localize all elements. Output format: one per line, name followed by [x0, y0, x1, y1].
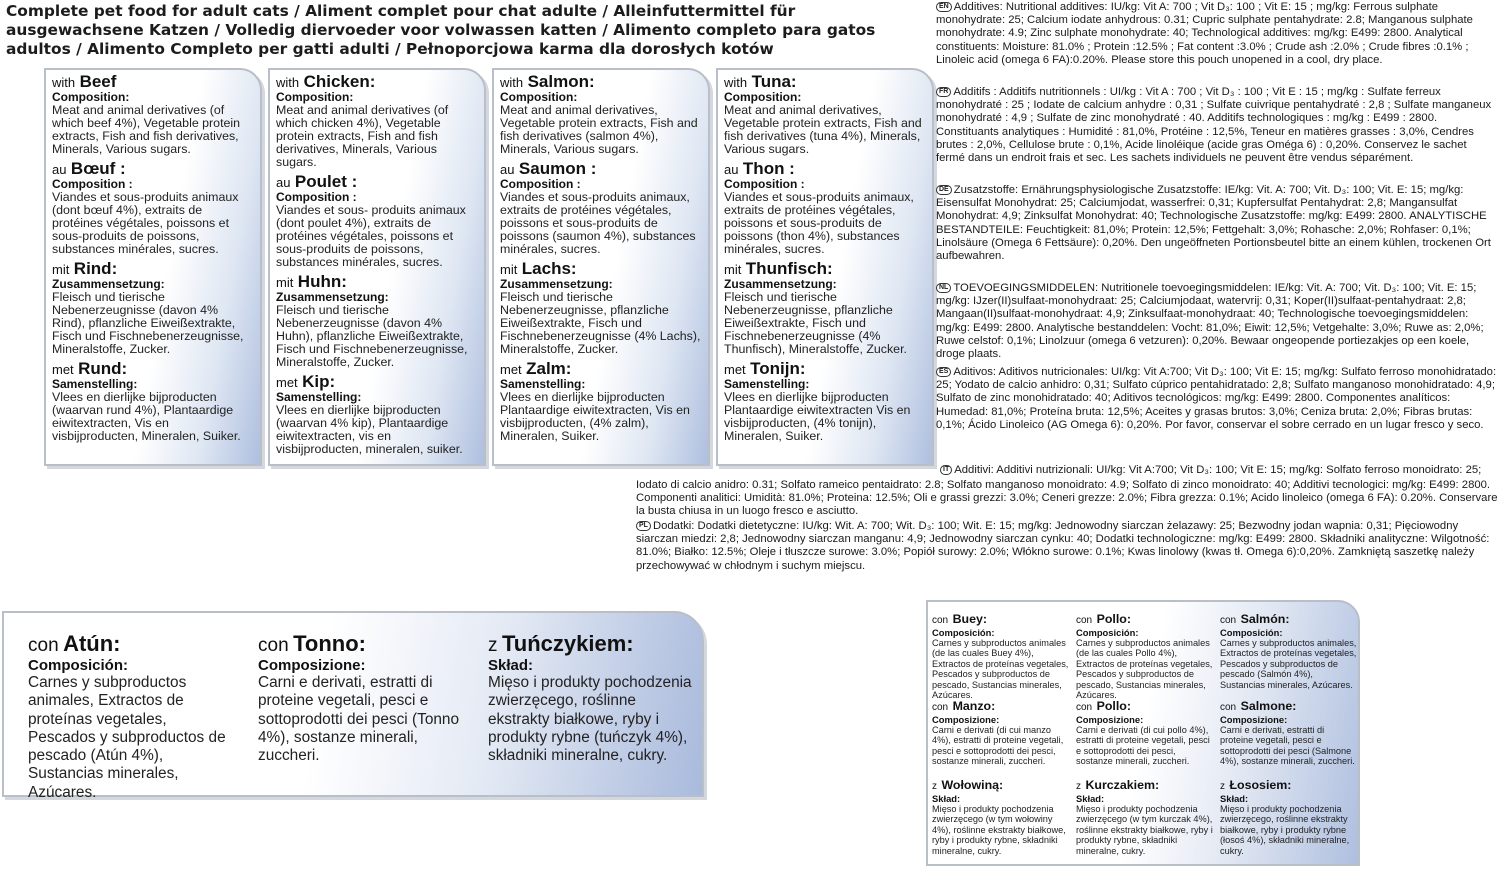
language-flag-icon: ES — [936, 367, 951, 377]
additives-en: EN Additives: Nutritional additives: IU/kg: Vit A: 700 ; Vit D₃: 100 ; Vit E: 15 ; mg/kg: Ferrous sulphate monohydrate: 25; Calcium iodate anhydrous: 0.31; Cupric sulphate pentahydrate: 2.8; Manganous sulphate monohydrate: 4.9; Zinc sulphate monohydrate: 40; Technological additives: mg/kg: E499: 2800. Analytical constituents: Moisture: 81.0% ; Protein :12.5% ; Fat content :3.0% ; Crude ash :2.0% ; Crude fibres :0.1% ; Linoleic acid (omega 6 FA):0.20%. Please store this pouch unopened in a cool, dry place. — [936, 1, 1473, 66]
column-chicken: con Pollo: Composición: Carnes y subproductos animales (de las cuales Pollo 4%), Extractos de proteínas vegetales, Pescados y subproductos de pescado, Sustancias minerales, Azúcares. con Pollo: Composizione: Carni e derivati (di cui pollo 4%), estratti di proteine vegetali, pesci e sottoprodotti dei pesci, sostanze minerali, zuccheri. z Kurczakiem: Skład: Mięso i produkty pochodzenia zwierzęcego (w tym kurczak 4%), roślinne ekstrakty białkowe, ryby i produkty rybne, składniki mineralne, cukry. — [1076, 612, 1213, 856]
section-pl: z Tuńczykiem: Skład: Mięso i produkty pochodzenia zwierzęcego, roślinne ekstrakty białkowe, ryby i produkty rybne (tuńczyk 4%), składniki mineralne, cukry. — [488, 631, 692, 765]
flavour-name: Tuńczykiem: — [501, 631, 634, 656]
section-es: con Atún: Composición: Carnes y subproductos animales, Extractos de proteínas vegetales, Pescados y subproductos de pescado (Atún 4%), Sustancias minerales, Azúcares. — [28, 631, 226, 801]
flavour-card-salmon — [492, 68, 710, 466]
tuna-card-es-it-pl — [2, 611, 704, 801]
flavour-name: Chicken: — [303, 72, 376, 91]
section-de: mit Thunfisch: Zusammensetzung: Fleisch und tierische Nebenerzeugnisse, pflanzliche Eiweißextrakte, Fisch und Fischnebenerzeugnisse (4% Thunfisch), Mineralstoffe, Zucker. — [724, 259, 907, 356]
flavour-name: Salmon: — [527, 72, 595, 91]
section-de: mit Huhn: Zusammensetzung: Fleisch und tierische Nebenerzeugnisse (davon 4% Huhn), pflanzliche Eiweißextrakte, Fisch und Fischnebenerzeugnisse, Mineralstoffe, Zucker. — [276, 272, 468, 369]
flavour-name: Saumon : — [518, 159, 597, 178]
flavour-name: Lachs: — [521, 259, 577, 278]
flavour-name: Rind: — [73, 259, 118, 278]
section-fr: au Thon : Composition : Viandes et sous-produits animaux, extraits de protéines végétales, poissons et sous-produits de poissons (thon 4%), substances minérales, sucres. — [724, 159, 914, 256]
flavour-card-beef — [44, 68, 262, 466]
additives-nl: NL TOEVOEGINGSMIDDELEN: Nutritionele toevoegingsmiddelen: IE/kg: Vit. A: 700; Vit. D₃: 100; Vit. E: 15; mg/kg: IJzer(II)sulfaat-monohydraat: 25; Calciumjodaat, watervrij: 0,31; Koper(II)sulfaat-pentahydraat: 2,8; Mangaan(II)sulfaat-monohydraat: 4,9; Zinksulfaat-monohydraat: 40; Technologische toevoegingsmiddelen: mg/kg: E499: 2800. Analytische bestanddelen: Vocht: 81,0%; Eiwit: 12,5%; Vetgehalte: 3,0%; Ruwe as: 2,0%; Ruwe celstof: 0,1%; Linolzuur (omega 6 vetzuren): 0,20%. Bewaar ongeopende portiezakjes op een koele, droge plaats. — [936, 282, 1484, 361]
flavour-name: Tonijn: — [750, 359, 806, 378]
language-flag-icon: DE — [936, 185, 952, 195]
section-en: with Beef Composition: Meat and animal derivatives (of which beef 4%), Vegetable protein extracts, Fish and fish derivatives, Minerals, Various sugars. — [52, 72, 241, 156]
flavour-name: Thunfisch: — [745, 259, 833, 278]
section-fr: au Bœuf : Composition : Viandes et sous-produits animaux (dont bœuf 4%), extraits de protéines végétales, poissons et sous-produits de poissons, substances minérales, sucres. — [52, 159, 239, 256]
flavour-name: Kip: — [302, 372, 336, 391]
flavour-name: Buey: — [952, 612, 988, 626]
section-it: con Tonno: Composizione: Carni e derivati, estratti di proteine vegetali, pesci e sottoprodotti dei pesci (Tonno 4%), sostanze minerali, zuccheri. — [258, 631, 460, 765]
flavour-name: Wołowiną: — [941, 778, 1004, 792]
flavour-card-tuna — [716, 68, 934, 466]
flavour-name: Atún: — [63, 631, 121, 656]
section-de: mit Rind: Zusammensetzung: Fleisch und tierische Nebenerzeugnisse (davon 4% Rind), pflanzliche Eiweißextrakte, Fisch und Fischnebenerzeugnisse, Mineralstoffe, Zucker. — [52, 259, 244, 356]
flavour-name: Thon : — [742, 159, 795, 178]
additives-de: DE Zusatzstoffe: Ernährungsphysiologische Zusatzstoffe: IE/kg: Vit. A: 700; Vit. D₃: 100; Vit. E: 15; mg/kg: Eisensulfat Monohydrat: 25; Calciumjodat, wasserfrei: 0,31; Kupfersulfat Pentahydrat: 2,8; Mangansulfat Monohydrat: 4,9; Zinksulfat Monohydrat: 40; Technologische Zusatzstoffe: mg/kg: E499: 2800. ANALYTISCHE BESTANDTEILE: Feuchtigkeit: 81,0%; Protein: 12,5%; Fettgehalt: 3,0%; Rohasche: 2,0%; Rohfaser: 0,1%; Linolsäure (Omega 6 Fettsäure): 0,20%. Den ungeöffneten Portionsbeutel bitte an einem kühlen, trockenen Ort aufbewahren. — [936, 184, 1491, 263]
section-fr: au Saumon : Composition : Viandes et sous-produits animaux, extraits de protéines végétales, poissons et sous-produits de poissons (saumon 4%), substances minérales, sucres. — [500, 159, 696, 256]
flavour-name: Tonno: — [293, 631, 366, 656]
flavour-name: Manzo: — [952, 699, 996, 713]
flavour-name: Pollo: — [1096, 699, 1131, 713]
language-flag-icon: PL — [636, 521, 651, 531]
flavour-name: Huhn: — [297, 272, 347, 291]
section-nl: met Zalm: Samenstelling: Vlees en dierlijke bijproducten Plantaardige eiwitextracten, Vis en visbijproducten, (4% zalm), Mineralen, Suiker. — [500, 359, 690, 443]
section-nl: met Kip: Samenstelling: Vlees en dierlijke bijproducten (waarvan 4% kip), Plantaardige eiwitextracten, vis en visbijproducten, mineralen, suiker. — [276, 372, 463, 456]
additives-es: ES Aditivos: Aditivos nutricionales: UI/kg: Vit A:700; Vit D₃: 100; Vit E: 15; mg/kg: Sulfato ferroso monohidratado: 25; Yodato de calcio anhidro: 0,31; Sulfato cúprico pentahidratado: 2,8; Sulfato manganoso monohidratado: 4,9; Sulfato de zinc monohidratado: 40; Aditivos tecnológicos: mg/kg: E499: 2800. Componentes analíticos: Humedad: 81,0%; Proteína bruta: 12,5%; Aceites y grasas brutos: 3,0%; Ceniza bruta: 2,0%; Fibras brutas: 0,1%; Ácido Linoleico (AG Omega 6): 0,20%. Por favor, conservar el sobre cerrado en un lugar fresco y seco. — [936, 366, 1497, 431]
flavour-name: Rund: — [78, 359, 128, 378]
flavour-name: Bœuf : — [70, 159, 126, 178]
section-nl: met Rund: Samenstelling: Vlees en dierlijke bijproducten (waarvan rund 4%), Plantaardige eiwitextracten, Vis en visbijproducten, Mineralen, Suiker. — [52, 359, 241, 443]
additives-pl: PL Dodatki: Dodatki dietetyczne: IU/kg: Wit. A: 700; Wit. D₃: 100; Wit. E: 15; mg/kg: Jednowodny siarczan żelazawy: 25; Bezwodny jodan wapnia: 0,31; Pięciowodny siarczan miedzi: 2,8; Jednowodny siarczan manganu: 4,9; Jednowodny siarczan cynku: 40; Dodatki technologiczne: mg/kg: E499: 2800. Składniki analityczne: Wilgotność: 81.0%; Białko: 12.5%; Oleje i tłuszcze surowe: 3.0%; Popiół surowy: 2.0%; Włókno surowe: 0.1%; Kwas linolowy (kwas tł. Omega 6):0,20%. Zamkniętą saszetkę należy przechowywać w chłodnym i suchym miejscu. — [636, 520, 1490, 572]
section-fr: au Poulet : Composition : Viandes et sous- produits animaux (dont poulet 4%), extraits de protéines végétales, poissons et sous-produits de poissons, substances minérales, sucres. — [276, 172, 466, 269]
section-en: with Tuna: Composition: Meat and animal derivatives, Vegetable protein extracts, Fish and fish derivatives (tuna 4%), Minerals, Various sugars. — [724, 72, 922, 156]
flavour-name: Poulet : — [294, 172, 358, 191]
additives-fr: FR Additifs : Additifs nutritionnels : UI/kg : Vit A : 700 ; Vit D₃ : 100 ; Vit E : 15 ; mg/kg : Sulfate ferreux monohydraté : 25 ; Iodate de calcium anhydre : 0,31 ; Sulfate cuivrique pentahydraté : 2,8 ; Sulfate manganeux monohydraté : 4,9 ; Sulfate de zinc monohydraté : 40. Additifs technologiques : mg/kg : E499 : 2800. Constituants analytiques : Humidité : 81,0%, Protéine : 12,5%, Teneur en matières grasses : 3,0%, Cendres brutes : 2,0%, Cellulose brute : 0,1%, Acide linoléique (acide gras Oméga 6) : 0,20%. Conservez le sachet fermé dans un endroit frais et sec. Les sachets individuels ne peuvent être vendus séparément. — [936, 86, 1492, 165]
flavour-card-chicken — [268, 68, 486, 466]
additives-it: Iodato di calcio anidro: 0.31; Solfato rameico pentaidrato: 2.8; Solfato manganoso monoidrato: 4.9; Solfato di zinco monoidrato: 40; Additivi tecnologici: mg/kg: E499: 2800. Componenti analitici: Umidità: 81.0%; Proteina: 12.5%; Oli e grassi grezzi: 3.0%; Ceneri grezze: 2.0%; Fibra grezza: 0.1%; Acido linoleico (omega 6 FA): 0.20%. Conservare la busta chiusa in un luogo fresco e asciutto. — [636, 479, 1498, 518]
section-en: with Chicken: Composition: Meat and animal derivatives (of which chicken 4%), Vegetable protein extracts, Fish and fish derivatives, Minerals, Various sugars. — [276, 72, 449, 169]
flavour-name: Łososiem: — [1229, 778, 1292, 792]
page-title: Complete pet food for adult cats / Aliment complet pour chat adulte / Alleinfuttermittel für ausgewachsene Katzen / Volledig diervoeder voor volwassen katten / Alimento completo para gatos adultos / Alimento Completo per gatti adulti / Pełnoporcjowa karma dla dorosłych kotów — [6, 2, 876, 58]
section-en: with Salmon: Composition: Meat and animal derivatives, Vegetable protein extracts, Fish and fish derivatives (salmon 4%), Minerals, Various sugars. — [500, 72, 698, 156]
flavour-name: Salmone: — [1240, 699, 1297, 713]
language-flag-icon: FR — [936, 87, 951, 97]
section-nl: met Tonijn: Samenstelling: Vlees en dierlijke bijproducten Plantaardige eiwitextracten Vis en visbijproducten, (4% tonijn), Mineralen, Suiker. — [724, 359, 911, 443]
section-de: mit Lachs: Zusammensetzung: Fleisch und tierische Nebenerzeugnisse, pflanzliche Eiweißextrakte, Fisch und Fischnebenerzeugnisse (4% Lachs), Mineralstoffe, Zucker. — [500, 259, 701, 356]
flavour-name: Beef — [79, 72, 117, 91]
column-salmon: con Salmón: Composición: Carnes y subproductos animales, Extractos de proteínas vegetales, Pescados y subproductos de pescado (Salmón 4%), Sustancias minerales, Azúcares. con Salmone: Composizione: Carni e derivati, estratti di proteine vegetali, pesci e sottoprodotti dei pesci (Salmone 4%), sostanze minerali, zuccheri. z Łososiem: Skład: Mięso i produkty pochodzenia zwierzęcego, roślinne ekstrakty białkowe, ryby i produkty rybne (łosoś 4%), składniki mineralne, cukry. — [1220, 612, 1357, 856]
flavour-name: Salmón: — [1240, 612, 1290, 626]
small-flavour-card — [926, 600, 1360, 866]
language-flag-icon: NL — [936, 283, 951, 293]
language-flag-icon: IT — [940, 465, 952, 475]
flavour-name: Kurczakiem: — [1085, 778, 1160, 792]
flavour-name: Pollo: — [1096, 612, 1131, 626]
additives-it-first-line: IT Additivi: Additivi nutrizionali: UI/kg: Vit A:700; Vit D₃: 100; Vit E: 15; mg/kg: Solfato ferroso monoidrato: 25; — [940, 464, 1500, 477]
flavour-name: Zalm: — [526, 359, 572, 378]
column-beef: con Buey: Composición: Carnes y subproductos animales (de las cuales Buey 4%), Extractos de proteínas vegetales, Pescados y subproductos de pescado, Sustancias minerales, Azúcares. con Manzo: Composizione: Carni e derivati (di cui manzo 4%), estratti di proteine vegetali, pesci e sottoprodotti dei pesci, sostanze minerali, zuccheri. z Wołowiną: Skład: Mięso i produkty pochodzenia zwierzęcego (w tym wołowiny 4%), roślinne ekstrakty białkowe, ryby i produkty rybne, składniki mineralne, cukry. — [932, 612, 1069, 856]
flavour-name: Tuna: — [751, 72, 797, 91]
language-flag-icon: EN — [936, 2, 952, 12]
